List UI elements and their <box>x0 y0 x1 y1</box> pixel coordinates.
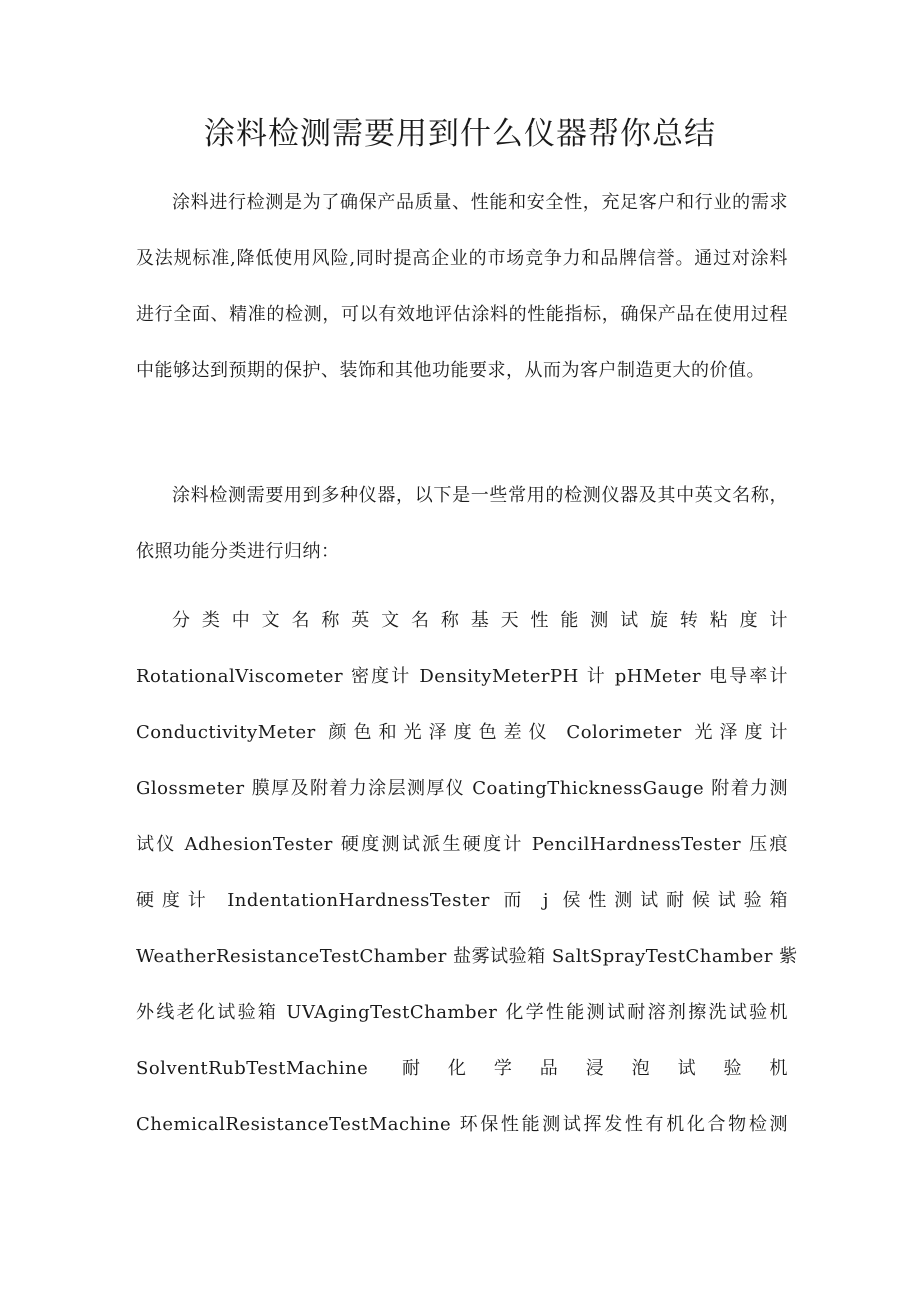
instrument-list-line: WeatherResistanceTestChamber 盐雾试验箱 SaltSprayTestChamber 紫 <box>136 946 798 967</box>
instrument-list-line: Glossmeter 膜厚及附着力涂层测厚仪 CoatingThicknessGauge 附着力测 <box>136 778 788 799</box>
instrument-list-line: 试仪 AdhesionTester 硬度测试派生硬度计 PencilHardnessTester 压痕 <box>136 834 788 855</box>
instrument-list-line: ConductivityMeter 颜色和光泽度色差仪 Colorimeter 光泽度计 <box>136 722 788 743</box>
instrument-list-line: 分类中文名称英文名称基天性能测试旋转粘度计 <box>172 610 788 631</box>
instrument-list-line: ChemicalResistanceTestMachine 环保性能测试挥发性有机化合物检测 <box>136 1114 788 1135</box>
instrument-list-line: 硬度计 IndentationHardnessTester 而 j 侯性测试耐候试验箱 <box>136 890 788 911</box>
instrument-list-line: RotationalViscometer 密度计 DensityMeterPH 计 pHMeter 电导率计 <box>136 666 788 687</box>
instruments-intro-paragraph: 涂料检测需要用到多种仪器，以下是一些常用的检测仪器及其中英文名称，依照功能分类进行归纳： <box>136 485 788 562</box>
intro-paragraph: 涂料进行检测是为了确保产品质量、性能和安全性，充足客户和行业的需求及法规标准,降低使用风险,同时提高企业的市场竞争力和品牌信誉。通过对涂料进行全面、精准的检测，可以有效地评估涂料的性能指标，确保产品在使用过程中能够达到预期的保护、装饰和其他功能要求，从而为客户制造更大的价值。 <box>136 192 788 381</box>
document-title: 涂料检测需要用到什么仪器帮你总结 <box>204 116 716 152</box>
instrument-list-line: SolventRubTestMachine 耐化学品浸泡试验机 <box>136 1058 788 1079</box>
instrument-list-line: 外线老化试验箱 UVAgingTestChamber 化学性能测试耐溶剂擦洗试验机 <box>136 1002 788 1023</box>
instrument-list-paragraph <box>136 593 798 1153</box>
